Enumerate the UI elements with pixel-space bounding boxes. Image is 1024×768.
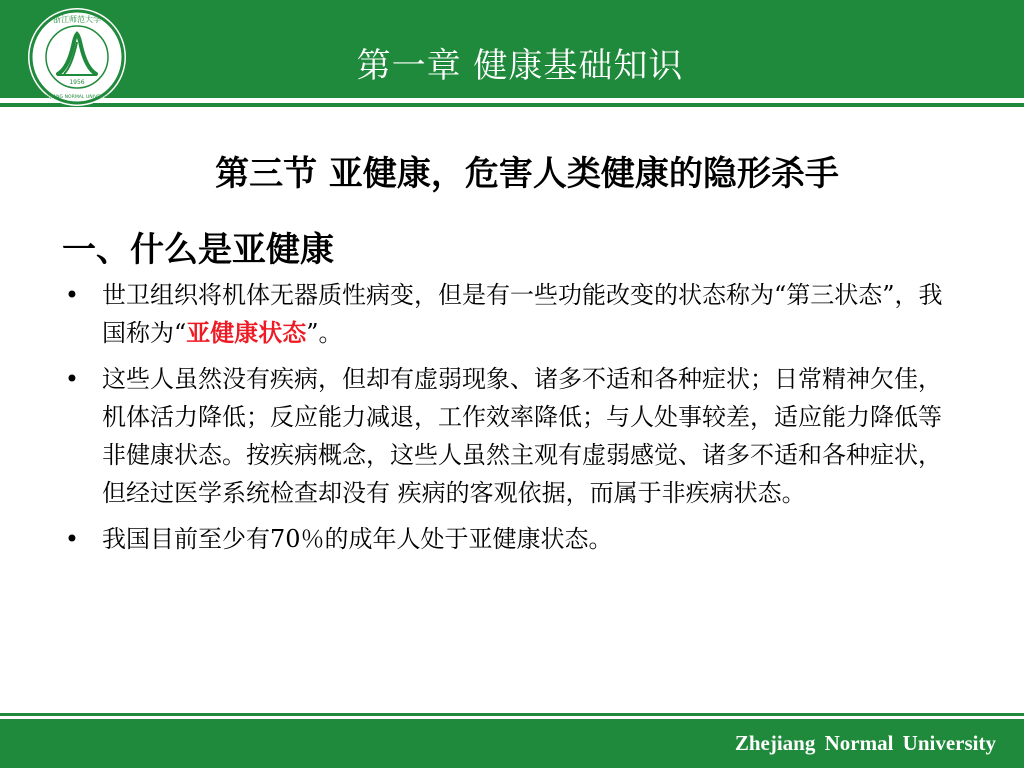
bullet-marker: •	[64, 525, 80, 553]
chapter-title: 第一章 健康基础知识	[356, 46, 684, 86]
bullet-list	[62, 276, 962, 566]
bullet-marker: •	[64, 365, 80, 393]
footer-university-name: Zhejiang Normal University	[734, 731, 996, 755]
bullet-item-1	[62, 276, 962, 352]
bullet-item-2	[62, 360, 962, 512]
subheading: 一、什么是亚健康	[62, 230, 334, 270]
bullet-item-3	[62, 520, 962, 558]
logo-top-text: 浙江师范大学	[53, 15, 101, 24]
header-divider	[0, 103, 1024, 107]
bullet-text-before: 世卫组织将机体无器质性病变，但是有一些功能改变的状态称为“第三状态”，我国称为“	[102, 281, 943, 347]
bullet-text: 我国目前至少有70％的成年人处于亚健康状态。	[102, 525, 613, 553]
bullet-marker: •	[64, 281, 80, 309]
logo-year: 1956	[69, 79, 85, 86]
logo-bottom-text: ZHEJIANG NORMAL UNIVERSITY	[40, 95, 114, 100]
footer-bar	[0, 719, 1024, 768]
university-seal-icon	[28, 8, 126, 106]
section-title: 第三节 亚健康，危害人类健康的隐形杀手	[215, 154, 839, 194]
bullet-text-after: ”。	[306, 319, 343, 347]
university-logo	[28, 8, 126, 106]
highlight-term: 亚健康状态	[186, 318, 307, 347]
footer-divider	[0, 713, 1024, 716]
bullet-text: 这些人虽然没有疾病，但却有虚弱现象、诸多不适和各种症状；日常精神欠佳，机体活力降低；反应能力减退，工作效率降低；与人处事较差，适应能力降低等非健康状态。按疾病概念，这些人虽然主观有虚弱感觉、诸多不适和各种症状，但经过医学系统检查却没有 疾病的客观依据，而属于非疾病状态。	[102, 365, 942, 507]
header-bar	[0, 0, 1024, 98]
